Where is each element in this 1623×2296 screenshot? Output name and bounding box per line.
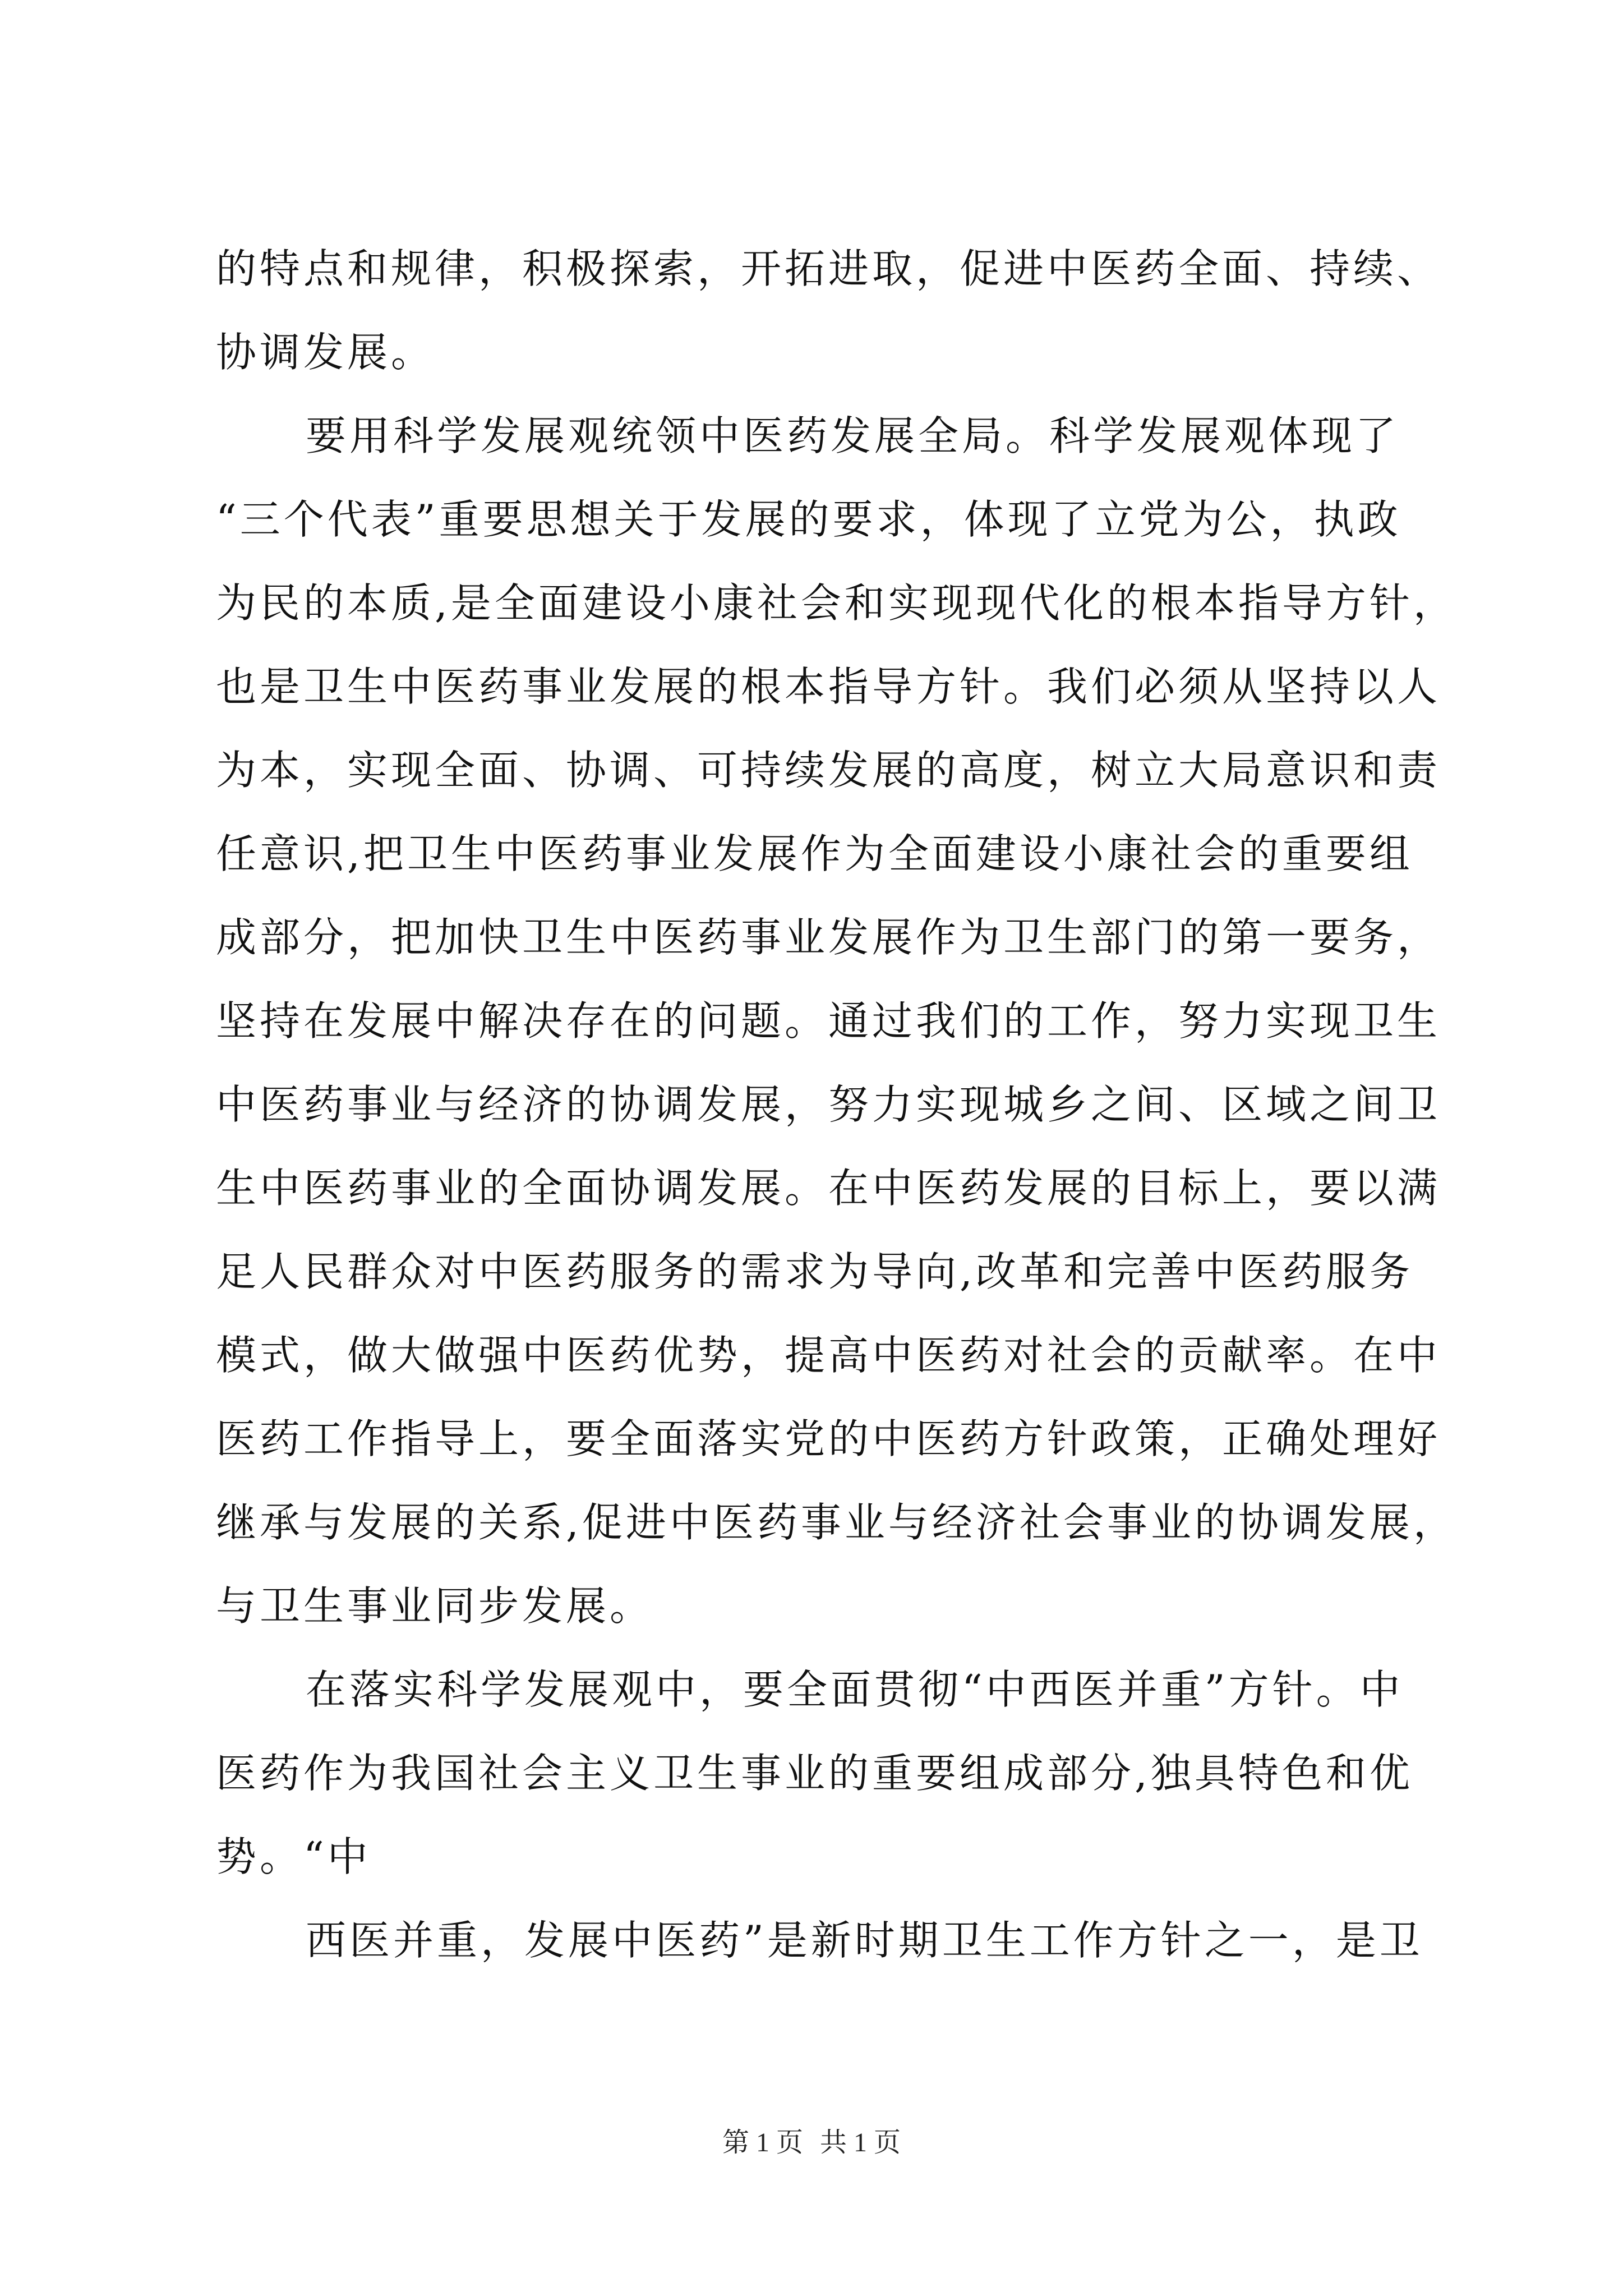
text-line: 模式，做大做强中医药优势，提高中医药对社会的贡献率。在中 xyxy=(216,1332,1441,1379)
text-line: 协调发展。 xyxy=(216,329,435,376)
text-line: 足人民群众对中医药服务的需求为导向,改革和完善中医药服务 xyxy=(216,1248,1413,1295)
text-line: 势。“中 xyxy=(216,1833,371,1880)
text-line: 医药工作指导上，要全面落实党的中医药方针政策，正确处理好 xyxy=(216,1415,1441,1462)
page-number: 第 1 页 xyxy=(722,2128,803,2157)
text-line: 继承与发展的关系,促进中医药事业与经济社会事业的协调发展， xyxy=(216,1499,1457,1546)
text-line: “三个代表”重要思想关于发展的要求，体现了立党为公，执政 xyxy=(216,496,1401,543)
text-line: 医药作为我国社会主义卫生事业的重要组成部分,独具特色和优 xyxy=(216,1750,1413,1797)
text-line: 为民的本质,是全面建设小康社会和实现现代化的根本指导方针， xyxy=(216,579,1457,627)
text-line: 生中医药事业的全面协调发展。在中医药发展的目标上，要以满 xyxy=(216,1165,1441,1212)
text-line: 为本，实现全面、协调、可持续发展的高度，树立大局意识和责 xyxy=(216,747,1441,794)
text-line: 中医药事业与经济的协调发展，努力实现城乡之间、区域之间卫 xyxy=(216,1081,1441,1128)
body-text xyxy=(216,227,1457,1982)
page-total: 共 1 页 xyxy=(820,2128,901,2157)
paragraph-start-line: 在落实科学发展观中，要全面贯彻“中西医并重”方针。中 xyxy=(306,1666,1404,1713)
page-footer xyxy=(0,2126,1623,2160)
text-line: 任意识,把卫生中医药事业发展作为全面建设小康社会的重要组 xyxy=(216,830,1413,877)
paragraph-start-line: 要用科学发展观统领中医药发展全局。科学发展观体现了 xyxy=(306,412,1400,459)
text-line: 的特点和规律，积极探索，开拓进取，促进中医药全面、持续、 xyxy=(216,245,1441,292)
paragraph-start-line: 西医并重，发展中医药”是新时期卫生工作方针之一，是卫 xyxy=(306,1917,1423,1964)
text-line: 也是卫生中医药事业发展的根本指导方针。我们必须从坚持以人 xyxy=(216,663,1441,710)
text-line: 坚持在发展中解决存在的问题。通过我们的工作，努力实现卫生 xyxy=(216,997,1441,1045)
text-line: 成部分，把加快卫生中医药事业发展作为卫生部门的第一要务， xyxy=(216,914,1441,961)
text-line: 与卫生事业同步发展。 xyxy=(216,1582,654,1630)
